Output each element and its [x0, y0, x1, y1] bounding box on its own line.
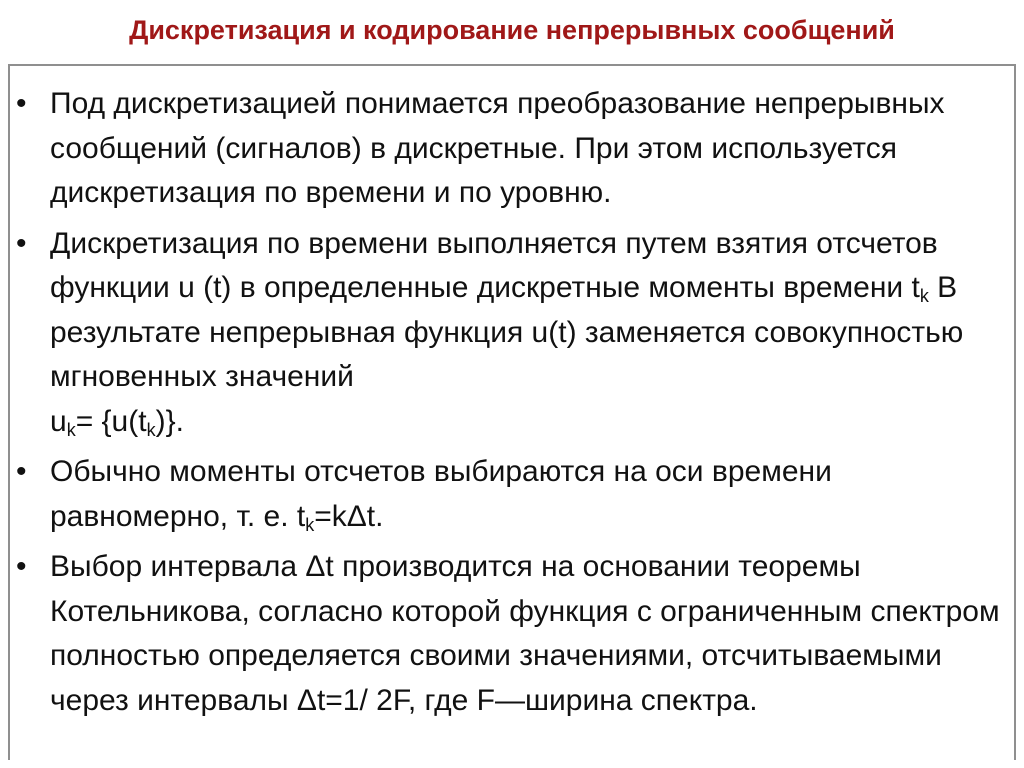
subscript-k: k	[919, 286, 929, 306]
bullet-text-2-part-1: Дискретизация по времени выполняется путем взятия отсчетов функции u (t) в определенные дискретные моменты времени t	[50, 226, 938, 304]
bullet-text-2-part-2: В результате непрерывная функция u(t) заменяется совокупностью мгновенных значений	[50, 271, 964, 393]
subscript-k: k	[66, 419, 76, 440]
bullet-list	[16, 82, 1014, 729]
bullet-item-3	[16, 450, 1014, 539]
subscript-k: k	[146, 419, 156, 440]
bullet-text-3-part-2: =kΔt.	[314, 499, 384, 533]
bullet-text-2-part-3: u	[50, 404, 67, 438]
bullet-text-2-part-5: )}.	[155, 404, 184, 438]
bullet-glyph: •	[16, 226, 27, 260]
bullet-text-1: Под дискретизацией понимается преобразование непрерывных сообщений (сигналов) в дискретные. При этом используется дискретизация по времени и по уровню.	[50, 87, 945, 209]
bullet-text-3-part-1: Обычно моменты отсчетов выбираются на оси времени равномерно, т. е. t	[50, 455, 832, 533]
subscript-k: k	[305, 514, 315, 535]
bullet-glyph: •	[16, 550, 27, 583]
bullet-text-3	[50, 450, 1014, 539]
slide-title: Дискретизация и кодирование непрерывных сообщений	[129, 15, 895, 45]
bullet-text-2-part-4: = {u(t	[75, 404, 147, 438]
bullet-text-4: Выбор интервала Δt производится на основании теоремы Котельникова, согласно которой функция с ограниченным спектром полностью определяется своими значениями, отсчитываемыми через интервалы Δt=1/ 2F, где F—ширина спектра.	[50, 550, 1000, 717]
bullet-glyph: •	[16, 87, 27, 120]
bullet-item-4	[16, 545, 1014, 723]
bullet-item-2	[16, 222, 1014, 445]
bullet-item-1	[16, 82, 1014, 216]
bullet-text-2	[50, 222, 1014, 445]
bullet-glyph: •	[16, 455, 27, 488]
